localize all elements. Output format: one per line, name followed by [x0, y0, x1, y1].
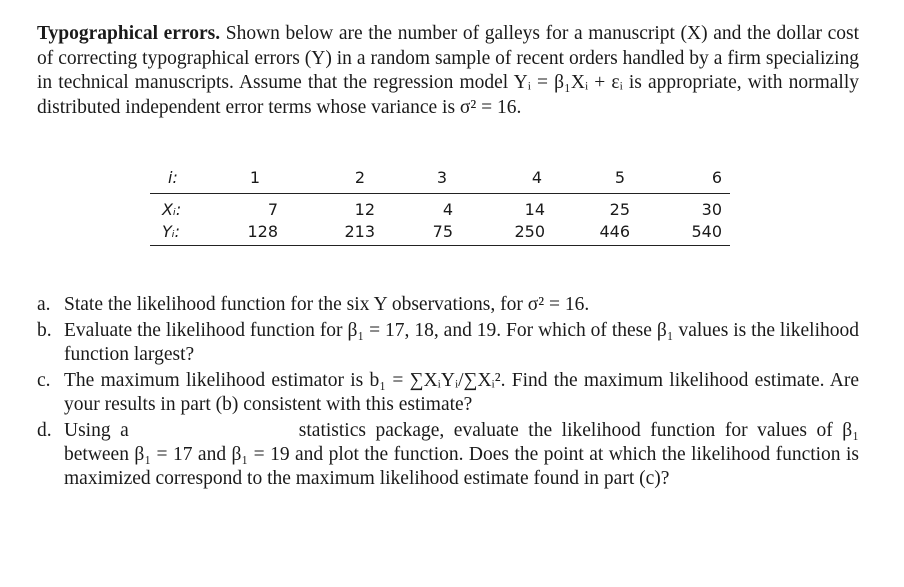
row-label-i: i:: [168, 168, 178, 187]
table-cell: 7: [267, 200, 278, 219]
table-bottom-rule: [150, 245, 730, 246]
part-b: [37, 319, 859, 367]
row-label-y: Yᵢ:: [162, 222, 181, 241]
part-text-start: Using a: [64, 420, 129, 441]
part-text-end: statistics package, evaluate the likelihood function for values of β₁ between β₁ = 17 and β₁ = 19 and plot the function. Does the point at which the likelihood function is maximized correspond to the maximum likelihood estimate found in part (c)?: [64, 420, 859, 489]
table-cell: 213: [344, 222, 375, 241]
part-a: [37, 293, 859, 317]
table-cell: 2: [354, 168, 365, 187]
table-cell: 3: [436, 168, 447, 187]
table-cell: 4: [531, 168, 542, 187]
table-row-i: [150, 168, 730, 190]
table-cell: 4: [442, 200, 453, 219]
part-text: Evaluate the likelihood function for β₁ = 17, 18, and 19. For which of these β₁ values is the likelihood function largest?: [64, 320, 859, 365]
table-cell: 75: [432, 222, 453, 241]
table-cell: 128: [247, 222, 278, 241]
part-text: State the likelihood function for the six Y observations, for σ² = 16.: [64, 294, 590, 315]
part-label: b.: [37, 320, 52, 341]
table-cell: 12: [354, 200, 375, 219]
table-cell: 14: [524, 200, 545, 219]
part-text: The maximum likelihood estimator is b₁ = ∑XᵢYᵢ/∑Xᵢ². Find the maximum likelihood estimate. Are your results in part (b) consistent with this estimate?: [64, 370, 859, 415]
question-parts: [37, 293, 859, 493]
part-label: a.: [37, 294, 51, 315]
part-label: d.: [37, 420, 52, 441]
problem-intro: [37, 22, 859, 120]
part-label: c.: [37, 370, 51, 391]
problem-title: Typographical errors.: [37, 23, 221, 44]
table-cell: 5: [614, 168, 625, 187]
table-row-x: [150, 200, 730, 222]
table-cell: 6: [711, 168, 722, 187]
data-table: [150, 168, 730, 244]
row-label-x: Xᵢ:: [162, 200, 182, 219]
table-divider: [150, 193, 730, 194]
table-cell: 30: [701, 200, 722, 219]
table-row-y: [150, 222, 730, 244]
table-cell: 446: [599, 222, 630, 241]
part-c: [37, 369, 859, 417]
table-cell: 250: [514, 222, 545, 241]
part-d: [37, 419, 859, 491]
problem-body: Shown below are the number of galleys for a manuscript (X) and the dollar cost of correcting typographical errors (Y) in a random sample of recent orders handled by a firm specializing in technical manuscripts. Assume that the regression model Yᵢ = β₁Xᵢ + εᵢ is appropriate, with normally distributed independent error terms whose variance is σ² = 16.: [37, 23, 860, 118]
table-cell: 1: [249, 168, 260, 187]
table-cell: 25: [609, 200, 630, 219]
table-cell: 540: [691, 222, 722, 241]
